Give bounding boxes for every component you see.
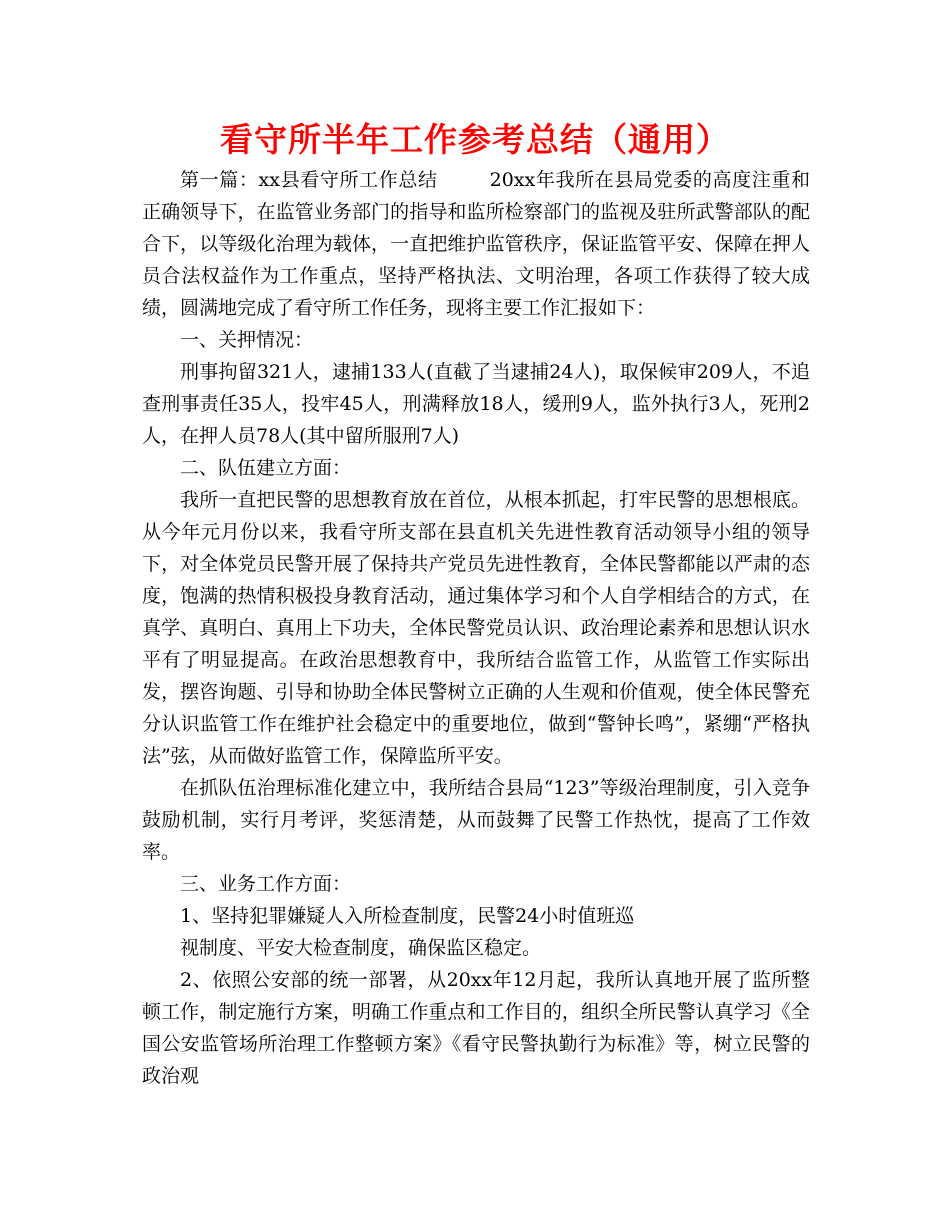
paragraph-business-item-1: 1、坚持犯罪嫌疑人入所检查制度，民警24小时值班巡 (180, 905, 635, 927)
section-heading-first: 第一篇：xx县看守所工作总结 (180, 169, 438, 191)
section-heading-detention: 一、关押情况： (180, 329, 314, 351)
document-title: 看守所半年工作参考总结（通用） (220, 120, 730, 159)
section-heading-team: 二、队伍建立方面： (180, 457, 352, 479)
paragraph-team-education: 我所一直把民警的思想教育放在首位，从根本抓起，打牢民警的思想根底。从今年元月份以来，我看守所支部在县直机关先进性教育活动领导小组的领导下，对全体党员民警开展了保持共产党员先进性教育，全体民警都能以严肃的态度，饱满的热情积极投身教育活动，通过集体学习和个人自学相结合的方式，在真学、真明白、真用上下功夫，全体民警党员认识、政治理论素养和思想认识水平有了明显提高。在政治思想教育中，我所结合监管工作，从监管工作实际出发，摆咨询题、引导和协助全体民警树立正确的人生观和价值观，使全体民警充分认识监管工作在维护社会稳定中的重要地位，做到“警钟长鸣”，紧绷“严格执法”弦，从而做好监管工作，保障监所平安。 (142, 489, 810, 767)
paragraph-team-standardization: 在抓队伍治理标准化建立中，我所结合县局“123”等级治理制度，引入竞争鼓励机制，实行月考评，奖惩清楚，从而鼓舞了民警工作热忱，提高了工作效率。 (142, 777, 810, 863)
paragraph-business-item-2: 2、依照公安部的统一部署，从20xx年12月起，我所认真地开展了监所整顿工作，制定施行方案，明确工作重点和工作目的，组织全所民警认真学习《全国公安监管场所治理工作整顿方案》《看守民警执勤行为标准》等，树立民警的政治观 (142, 969, 810, 1087)
paragraph-intro-text: 20xx年我所在县局党委的高度注重和正确领导下，在监管业务部门的指导和监所检察部门的监视及驻所武警部队的配合下，以等级化治理为载体，一直把维护监管秩序，保证监管平安、保障在押人员合法权益作为工作重点，坚持严格执法、文明治理，各项工作获得了较大成绩，圆满地完成了看守所工作任务，现将主要工作汇报如下： (142, 169, 811, 319)
paragraph-detention-stats: 刑事拘留321人，逮捕133人(直截了当逮捕24人)，取保候审209人，不追查刑事责任35人，投牢45人，刑满释放18人，缓刑9人，监外执行3人，死刑2人，在押人员78人(其中留所服刑7人) (142, 361, 810, 447)
document-body (142, 164, 810, 1092)
paragraph-intro (142, 164, 810, 324)
paragraph-business-item-1-cont: 视制度、平安大检查制度，确保监区稳定。 (180, 937, 542, 959)
section-heading-business: 三、业务工作方面： (180, 873, 352, 895)
